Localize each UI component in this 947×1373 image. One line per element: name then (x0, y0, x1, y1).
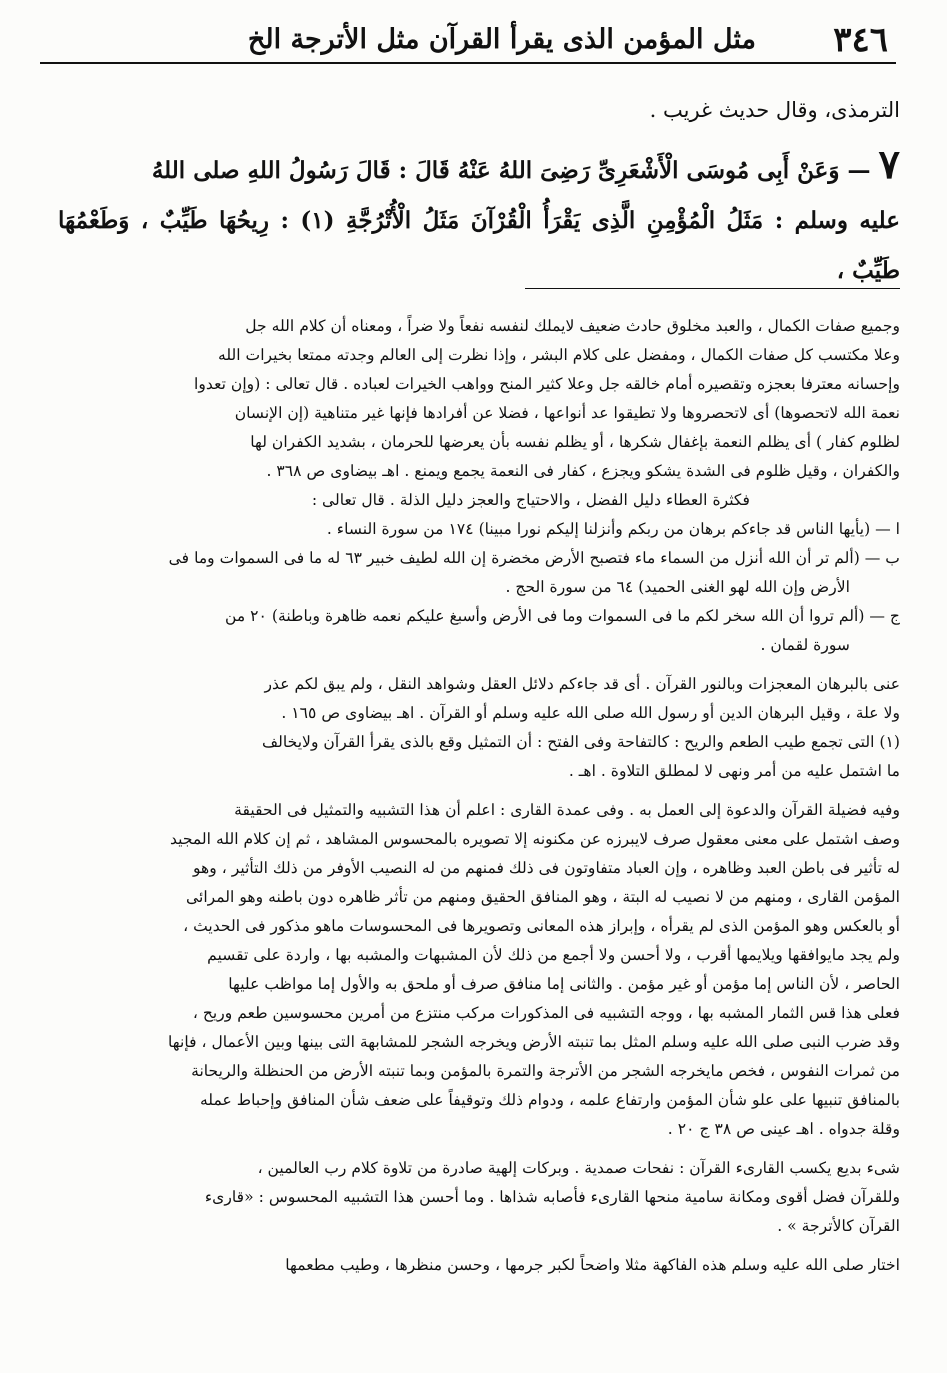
note-line: له تأثير فى باطن العبد وظاهره ، وإن العباد متفاوتون فى ذلك فمنهم من له النصيب الأوفر من ذلك التأثير ، وهو (193, 859, 900, 877)
page-number: ٣٤٦ (833, 20, 888, 60)
quran-item-b-cont: الأرض وإن الله لهو الغنى الحميد) ٦٤ من سورة الحج . (505, 578, 850, 596)
note-line: نعمة الله لاتحصوها) أى لاتحصروها ولا تطيقوا عد أنواعها ، فضلا عن أفرادها فإنها غير متناهية (إن الإنسان (234, 404, 900, 422)
page-header (40, 16, 896, 64)
note-line: بالمنافق تنبيها على علو شأن المؤمن وارتفاع علمه ، ودوام ذلك وتوقيفاً على ضعف شأن المنافق وإحباط عمله (199, 1091, 900, 1109)
note-line: والكفران ، وقيل ظلوم فى الشدة يشكو ويجزع ، كفار فى النعمة يجمع ويمنع . اهـ بيضاوى ص ٣٦٨ . (266, 462, 900, 480)
quran-item-b: ب — (ألم تر أن الله أنزل من السماء ماء فتصبح الأرض مخضرة إن الله لطيف خبير ٦٣ له ما فى السموات وما فى (168, 549, 900, 567)
note-line: من ثمرات النفوس ، فخص مايخرجه الشجر من الأترجة والتمرة بالمؤمن وبما تنبته الأرض من الحنظلة والريحانة (191, 1062, 900, 1080)
note-line: القرآن كالأترجة » . (777, 1217, 900, 1235)
hadith-line-2: عليه وسلم : مَثَلُ الْمُؤْمِنِ الَّذِى يَقْرَأُ الْقُرْآنَ مَثَلُ الْأُتْرُجَّةِ (١) : رِيحُهَا طَيِّبٌ ، وَطَعْمُهَا طَيِّبٌ ، (58, 207, 901, 284)
note-line: المؤمن القارى ، ومنهم من لا نصيب له البتة ، وهو المنافق الحقيق ومنهم من تأثر ظاهره دون باطنه وهو المرائى (186, 888, 900, 906)
footnote-divider (525, 288, 900, 289)
note-line: شىء بديع يكسب القارىء القرآن : نفحات صمدية . وبركات إلهية صادرة من تلاوة كلام رب العالمين ، (257, 1159, 900, 1177)
note-line: عنى بالبرهان المعجزات وبالنور القرآن . أى قد جاءكم دلائل العقل وشواهد النقل ، ولم يبق لكم عذر (264, 675, 900, 693)
note-line: وقد ضرب النبى صلى الله عليه وسلم المثل بما تنبته الأرض ويخرجه الشجر للمشابهة التى بينها وبين الأعمال ، فإنها (168, 1033, 900, 1051)
note-line: وإحسانه معترفا بعجزه وتقصيره أمام خالقه جل وعلا كثير المنح وواهب الخيرات لعباده . قال تعالى : (وإن تعدوا (194, 375, 900, 393)
quran-item-c: ج — (ألم تروا أن الله سخر لكم ما فى السموات وما فى الأرض وأسبغ عليكم نعمه ظاهرة وباطنة) ٢٠ من (224, 607, 900, 625)
note-line: وعلا مكتسب كل صفات الكمال ، ومفضل على كلام البشر ، وإذا نظرت إلى العالم وجدته ممتعا بخيرات الله (217, 346, 900, 364)
note-line: وصف اشتمل على معنى معقول صرف لايبرزه عن مكنونه إلا تصويره بالمحسوس المشاهد ، ثم إن كلام الله المجيد (169, 830, 900, 848)
footnote-line: ما اشتمل عليه من أمر ونهى لا لمطلق التلاوة . اهـ . (568, 762, 900, 780)
quran-item-c-cont: سورة لقمان . (760, 636, 850, 654)
hadith-line-1-text: — وَعَنْ أَبِى مُوسَى الْأَشْعَرِىِّ رَضِىَ اللهُ عَنْهُ قَالَ : قَالَ رَسُولُ اللهِ صلى اللهُ (151, 157, 871, 184)
note-line: وجميع صفات الكمال ، والعبد مخلوق حادث ضعيف لايملك لنفسه نفعاً ولا ضراً ، ومعناه أن كلام الله جل (245, 317, 900, 335)
hadith-line-1 (58, 140, 900, 196)
note-line: ولم يجد مايوافقها ويلايمها أقرب ، ولا أحسن ولا أجمع من ذلك لأن المشبهات والمشبه بها ، واردة على تقسيم (207, 946, 900, 964)
note-line: ولا علة ، وقيل البرهان الدين أو رسول الله صلى الله عليه وسلم أو القرآن . اهـ بيضاوى ص ١٦٥ . (281, 704, 900, 722)
note-line: فكثرة العطاء دليل الفضل ، والاحتياج والعجز دليل الذلة . قال تعالى : (311, 491, 750, 509)
note-line: لظلوم كفار ) أى يظلم النعمة بإغفال شكرها ، أو يظلم نفسه بأن يعرضها للحرمان ، بشديد الكفران لها (250, 433, 900, 451)
hadith-number: ٧ (878, 141, 900, 188)
notes-section (68, 312, 900, 1280)
note-line: فعلى هذا قس الثمار المشبه بها ، ووجه التشبيه فى المذكورات مركب منتزع من أمرين محسوسين طعم وريح ، (192, 1004, 900, 1022)
note-line: الحاصر ، لأن الناس إما مؤمن أو غير مؤمن . والثانى إما منافق صرف أو ملحق به والأول إما مواظب عليها (228, 975, 900, 993)
running-title: مثل المؤمن الذى يقرأ القرآن مثل الأترجة الخ (247, 24, 756, 55)
hadith-block (58, 140, 900, 296)
note-line: أو بالعكس وهو المؤمن الذى لم يقرأه ، وإبراز هذه المعانى وتصويرها فى المحسوسات ماهو مذكور فى الحديث ، (183, 917, 900, 935)
quran-item-a: ا — (يأيها الناس قد جاءكم برهان من ربكم وأنزلنا إليكم نورا مبينا) ١٧٤ من سورة النساء . (326, 520, 900, 538)
preceding-text: الترمذى، وقال حديث غريب . (649, 98, 900, 122)
note-line: وللقرآن فضل أقوى ومكانة سامية منحها القارىء فأصابه شذاها . وما أحسن هذا التشبيه المحسوس : «قارىء (204, 1188, 900, 1206)
preceding-line (58, 98, 900, 122)
footnote-line: (١) التى تجمع طيب الطعم والريح : كالتفاحة وفى الفتح : أن التمثيل وقع بالذى يقرأ القرآن ولايخالف (262, 733, 900, 751)
note-line: وفيه فضيلة القرآن والدعوة إلى العمل به . وفى عمدة القارى : اعلم أن هذا التشبيه والتمثيل فى الحقيقة (234, 801, 900, 819)
note-line: اختار صلى الله عليه وسلم هذه الفاكهة مثلا واضحاً لكبر جرمها ، وحسن منظرها ، وطيب مطعمها (285, 1256, 900, 1274)
note-line: وقلة جدواه . اهـ عينى ص ٣٨ ج ٢٠ . (667, 1120, 900, 1138)
